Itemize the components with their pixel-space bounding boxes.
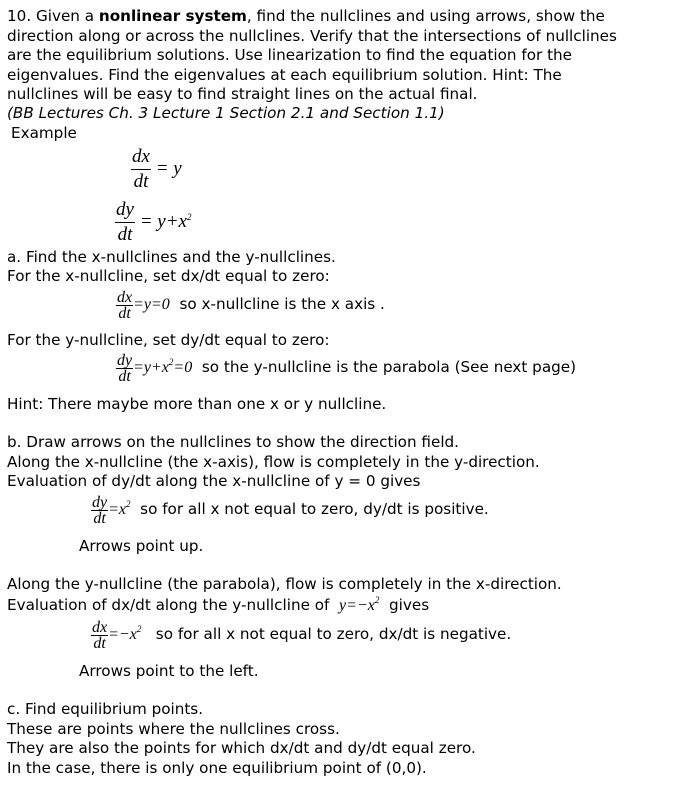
system-equation-1: $\frac{dx}{dt}$ = y [132,146,182,192]
part-b-line-4: Evaluation of dx/dt along the y-nullcline of $y=-x^2$ gives [7,595,430,614]
bold-term: nonlinear system [98,7,247,25]
part-a-heading: a. Find the x-nullclines and the y-nullclines. [7,248,336,266]
reference-line: (BB Lectures Ch. 3 Lecture 1 Section 2.1 and Section 1.1) [7,104,445,122]
part-b-line-2: Evaluation of dy/dt along the x-nullcline of y = 0 gives [7,472,421,490]
part-c-heading: c. Find equilibrium points. [7,700,204,718]
y-nullcline-equation: $\frac{dy}{dt}$ $=y+x^2=0$ so the y-nullcline is the parabola (See next page) [117,352,577,385]
part-b-heading: b. Draw arrows on the nullclines to show the direction field. [7,433,460,451]
system-equation-2: $\frac{dy}{dt}$ = $y+x^2$ [116,199,192,245]
arrows-up-text: Arrows point up. [79,537,204,555]
problem-line-1: 10. Given a nonlinear system, find the nullclines and using arrows, show the [7,7,605,25]
example-label: Example [11,124,77,142]
problem-line-3: are the equilibrium solutions. Use linearization to find the equation for the [7,46,573,64]
problem-line-2: direction along or across the nullclines. Verify that the intersections of nullclines [7,27,617,45]
problem-line-5: nullclines will be easy to find straight lines on the actual final. [7,85,478,103]
dy-dt-on-x-nullcline: $\frac{dy}{dt}$ $=x^2$ so for all x not equal to zero, dy/dt is positive. [92,494,489,527]
part-b-line-3: Along the y-nullcline (the parabola), flow is completely in the x-direction. [7,575,562,593]
arrows-left-text: Arrows point to the left. [79,662,259,680]
dx-dt-on-y-nullcline: $\frac{dx}{dt}$ $=-x^2$ so for all x not equal to zero, dx/dt is negative. [92,619,512,652]
part-c-line-3: In the case, there is only one equilibrium point of (0,0). [7,759,427,777]
part-c-line-2: They are also the points for which dx/dt and dy/dt equal zero. [7,739,476,757]
x-nullcline-intro: For the x-nullcline, set dx/dt equal to zero: [7,267,330,285]
x-nullcline-equation: $\frac{dx}{dt}$ =y=0 so x-nullcline is the x axis . [117,289,385,322]
part-b-line-1: Along the x-nullcline (the x-axis), flow is completely in the y-direction. [7,453,540,471]
nullcline-hint: Hint: There maybe more than one x or y nullcline. [7,395,387,413]
problem-line-4: eigenvalues. Find the eigenvalues at each equilibrium solution. Hint: The [7,66,562,84]
y-nullcline-intro: For the y-nullcline, set dy/dt equal to zero: [7,331,330,349]
part-c-line-1: These are points where the nullclines cross. [7,720,340,738]
